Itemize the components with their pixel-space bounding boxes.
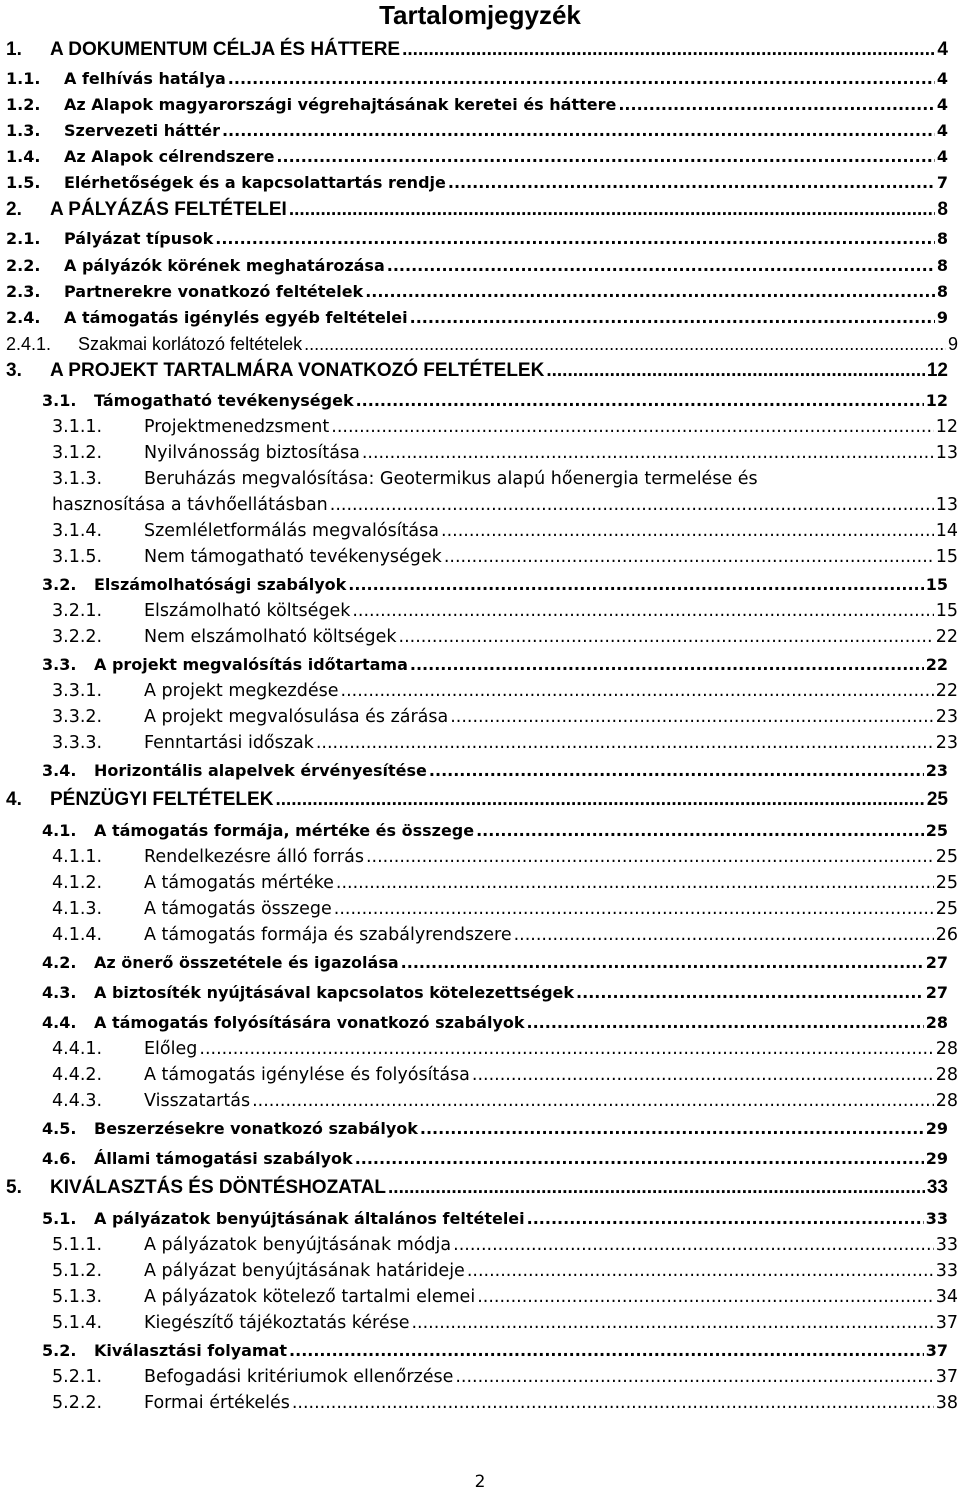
toc-entry[interactable] [52,414,958,440]
toc-entry-label: Az Alapok célrendszere [64,147,275,166]
toc-entry-label: Szakmai korlátozó feltételek [78,334,303,354]
toc-leader-dots [546,358,925,384]
toc-leader-dots [355,1146,924,1172]
toc-entry[interactable] [42,1146,948,1172]
toc-entry-page: 34 [935,1287,958,1307]
toc-entry-label: A biztosíték nyújtásával kapcsolatos kötelezettségek [94,983,575,1002]
toc-entry-number: 1.4. [6,147,41,166]
toc-entry[interactable] [52,1364,958,1390]
toc-entry-number: 4.5. [42,1119,77,1138]
toc-entry-number: 3.3.1. [52,681,103,701]
toc-entry-page: 22 [935,627,958,647]
toc-entry-label: A támogatás mértéke [144,873,334,893]
toc-entry-number: 1.3. [6,121,41,140]
toc-entry[interactable] [52,440,958,466]
toc-entry-label-continued: hasznosítása a távhőellátásban [52,495,328,515]
toc-entry-number: 3.1. [42,391,77,410]
toc-entry[interactable] [42,1206,948,1232]
toc-entry-page: 27 [925,983,948,1002]
toc-entry-number: 4. [6,789,22,810]
toc-entry[interactable] [6,92,948,118]
toc-leader-dots [410,652,924,678]
toc-entry-label: A támogatás folyósítására vonatkozó szabályok [94,1013,525,1032]
page-title: Tartalomjegyzék [379,0,581,30]
toc-entry[interactable] [52,1284,958,1310]
toc-entry-page: 15 [935,547,958,567]
toc-entry-number: 5.2.2. [52,1393,103,1413]
toc-entry-label: A felhívás hatálya [64,69,226,88]
toc-entry-page: 4 [936,69,948,88]
toc-leader-dots [429,758,924,784]
toc-entry[interactable] [52,598,958,624]
toc-entry-page: 4 [936,95,948,114]
toc-entry-label: Kiválasztási folyamat [94,1341,288,1360]
toc-entry-page: 25 [935,899,958,919]
toc-entry[interactable] [52,678,958,704]
toc-entry[interactable] [52,730,958,756]
toc-entry-label: Előleg [144,1039,198,1059]
toc-entry-label: Szervezeti háttér [64,121,220,140]
toc-entry[interactable] [6,197,948,223]
toc-entry-label: A PÁLYÁZÁS FELTÉTELEI [50,199,287,220]
toc-entry-label: A PROJEKT TARTALMÁRA VONATKOZÓ FELTÉTELEK [50,360,545,381]
toc-leader-dots [352,598,933,624]
toc-leader-dots [222,118,935,144]
toc-entry-page: 12 [935,417,958,437]
toc-entry-page: 28 [925,1013,948,1032]
toc-entry-number: 4.1.4. [52,925,103,945]
toc-entry-page: 27 [925,953,948,972]
toc-entry-page: 33 [935,1235,958,1255]
toc-entry-number: 5. [6,1177,22,1198]
toc-leader-dots [331,414,933,440]
toc-leader-dots [292,1390,934,1416]
toc-leader-dots [410,305,935,331]
toc-leader-dots [348,572,923,598]
toc-leader-dots [388,1175,925,1201]
toc-entry-number: 4.6. [42,1149,77,1168]
toc-leader-dots [252,1088,934,1114]
toc-entry-page: 25 [925,821,948,840]
toc-entry[interactable] [6,279,948,305]
toc-entry[interactable] [42,758,948,784]
toc-entry[interactable] [6,358,948,384]
toc-entry-page: 25 [926,789,948,810]
toc-entry[interactable] [42,980,948,1006]
toc-entry-label: A pályázatok benyújtásának általános feltételei [94,1209,525,1228]
toc-entry-number: 2.4. [6,308,41,327]
toc-entry[interactable] [52,704,958,730]
toc-entry-page: 23 [925,761,948,780]
toc-entry[interactable] [6,787,948,813]
toc-entry[interactable] [42,388,948,414]
toc-entry-page: 15 [925,575,948,594]
toc-entry-number: 3.4. [42,761,77,780]
toc-entry-number: 2. [6,199,22,220]
toc-entry[interactable] [42,818,948,844]
toc-entry[interactable] [52,922,958,948]
toc-leader-dots [365,279,935,305]
toc-entry-page: 9 [947,334,958,354]
toc-entry[interactable] [6,305,948,331]
toc-entry-page: 28 [935,1039,958,1059]
toc-leader-dots [453,1232,934,1258]
toc-entry[interactable] [52,1036,958,1062]
toc-entry-label: Horizontális alapelvek érvényesítése [94,761,427,780]
toc-entry[interactable] [52,1390,958,1416]
toc-entry-number: 5.1.3. [52,1287,103,1307]
toc-leader-dots [444,544,934,570]
toc-leader-dots [401,950,924,976]
toc-entry-page: 33 [925,1209,948,1228]
toc-leader-dots [275,787,924,813]
toc-entry-page: 13 [935,495,958,515]
toc-leader-dots [477,1284,934,1310]
toc-entry-page: 25 [935,847,958,867]
toc-entry-page: 23 [935,733,958,753]
toc-entry-number: 4.4.1. [52,1039,103,1059]
toc-entry-number: 3. [6,360,22,381]
toc-entry-page: 12 [926,360,948,381]
toc-entry-number: 1. [6,39,22,60]
toc-entry-page: 8 [936,229,948,248]
toc-entry-page: 22 [935,681,958,701]
toc-entry[interactable] [52,624,958,650]
toc-entry-number: 3.2. [42,575,77,594]
toc-leader-dots [330,492,934,518]
toc-leader-dots [304,331,946,357]
toc-leader-dots [420,1116,924,1142]
toc-entry-page: 12 [925,391,948,410]
toc-leader-dots [476,818,924,844]
toc-leader-dots [576,980,924,1006]
toc-leader-dots [276,144,934,170]
toc-leader-dots [366,844,934,870]
toc-entry-page: 8 [937,199,948,220]
toc-entry-label: A pályázatok benyújtásának módja [144,1235,452,1255]
toc-entry-number: 3.3. [42,655,77,674]
toc-leader-dots [228,66,935,92]
toc-entry-label: KIVÁLASZTÁS ÉS DÖNTÉSHOZATAL [50,1177,387,1198]
toc-leader-dots [199,1036,933,1062]
toc-entry-number: 3.1.3. [52,469,103,489]
toc-entry-label: A támogatás igénylése és folyósítása [144,1065,470,1085]
toc-entry-number: 3.1.5. [52,547,103,567]
toc-entry-number: 3.1.4. [52,521,103,541]
toc-entry-label: A projekt megvalósítás időtartama [94,655,408,674]
toc-entry-label: Beruházás megvalósítása: Geotermikus alapú hőenergia termelése és [144,469,758,489]
toc-entry[interactable] [42,1116,948,1142]
toc-entry-number: 3.2.2. [52,627,103,647]
page-number: 2 [474,1472,486,1492]
toc-leader-dots [289,1338,924,1364]
toc-entry-label: PÉNZÜGYI FELTÉTELEK [50,789,274,810]
toc-leader-dots [387,253,935,279]
toc-leader-dots [448,170,935,196]
toc-entry-page: 29 [925,1119,948,1138]
toc-entry-label: A pályázat benyújtásának határideje [144,1261,465,1281]
toc-entry-label: Nem elszámolható költségek [144,627,397,647]
toc-entry-label: Elszámolhatósági szabályok [94,575,347,594]
toc-entry-label: Nyilvánosság biztosítása [144,443,360,463]
toc-entry-number: 4.1. [42,821,77,840]
toc-entry-number: 4.2. [42,953,77,972]
toc-entry-continuation[interactable] [52,492,958,518]
toc-entry-number: 5.2. [42,1341,77,1360]
toc-entry-label: Elszámolható költségek [144,601,351,621]
toc-entry-label: Támogatható tevékenységek [94,391,354,410]
toc-entry-label: Kiegészítő tájékoztatás kérése [144,1313,410,1333]
toc-entry[interactable] [52,518,958,544]
toc-entry[interactable] [52,896,958,922]
toc-entry[interactable] [42,652,948,678]
toc-entry-label: Partnerekre vonatkozó feltételek [64,282,364,301]
toc-entry-label: Rendelkezésre álló forrás [144,847,364,867]
toc-leader-dots [472,1062,934,1088]
toc-entry-page: 37 [935,1313,958,1333]
toc-entry-label: Fenntartási időszak [144,733,314,753]
toc-entry[interactable] [6,253,948,279]
toc-entry-number: 4.4. [42,1013,77,1032]
toc-leader-dots [455,1364,933,1390]
toc-entry-page: 28 [935,1091,958,1111]
toc-leader-dots [402,37,935,63]
toc-leader-dots [334,896,934,922]
toc-entry-label: Befogadási kritériumok ellenőrzése [144,1367,454,1387]
toc-leader-dots [411,1310,933,1336]
toc-leader-dots [618,92,935,118]
toc-entry-number: 4.3. [42,983,77,1002]
toc-leader-dots [450,704,933,730]
toc-entry-number: 3.2.1. [52,601,103,621]
toc-entry-page: 7 [936,173,948,192]
toc-entry-number: 4.4.2. [52,1065,103,1085]
toc-entry[interactable] [42,1338,948,1364]
toc-entry-page: 4 [936,121,948,140]
toc-entry[interactable] [52,1232,958,1258]
toc-entry-number: 1.2. [6,95,41,114]
toc-entry-label: A támogatás formája, mértéke és összege [94,821,475,840]
toc-leader-dots [527,1010,924,1036]
toc-leader-dots [316,730,934,756]
toc-entry-number: 5.1. [42,1209,77,1228]
toc-entry-label: Elérhetőségek és a kapcsolattartás rendje [64,173,446,192]
toc-entry-label: A projekt megvalósulása és zárása [144,707,449,727]
toc-leader-dots [356,388,924,414]
toc-entry-number: 3.1.2. [52,443,103,463]
toc-entry-number: 5.1.1. [52,1235,103,1255]
toc-entry-label: A támogatás igénylés egyéb feltételei [64,308,408,327]
toc-entry[interactable] [6,1175,948,1201]
toc-entry-number: 2.4.1. [6,334,52,354]
toc-entry-label: Formai értékelés [144,1393,290,1413]
toc-entry-page: 38 [935,1393,958,1413]
toc-entry-page: 26 [935,925,958,945]
toc-entry-label: A DOKUMENTUM CÉLJA ÉS HÁTTERE [50,39,401,60]
toc-entry-page: 37 [935,1367,958,1387]
toc-entry-number: 5.2.1. [52,1367,103,1387]
toc-entry-page: 29 [925,1149,948,1168]
toc-entry-label: Az Alapok magyarországi végrehajtásának keretei és háttere [64,95,617,114]
toc-entry-label: Projektmenedzsment [144,417,330,437]
toc-entry-number: 4.4.3. [52,1091,103,1111]
toc-entry[interactable] [52,1062,958,1088]
toc-entry-page: 9 [936,308,948,327]
toc-entry-number: 3.3.2. [52,707,103,727]
toc-entry-label: Nem támogatható tevékenységek [144,547,442,567]
toc-entry-page: 23 [935,707,958,727]
toc-entry-label: A pályázatok kötelező tartalmi elemei [144,1287,476,1307]
toc-entry-number: 3.3.3. [52,733,103,753]
toc-entry-page: 28 [935,1065,958,1085]
toc-entry-label: Állami támogatási szabályok [94,1149,353,1168]
toc-entry-page: 25 [935,873,958,893]
toc-entry-number: 5.1.2. [52,1261,103,1281]
toc-entry-number: 4.1.1. [52,847,103,867]
toc-entry[interactable] [52,1088,958,1114]
toc-entry-page: 33 [926,1177,948,1198]
toc-entry[interactable] [52,870,958,896]
toc-entry-page: 4 [936,147,948,166]
toc-entry[interactable] [52,466,958,492]
toc-entry[interactable] [42,950,948,976]
toc-entry[interactable] [6,331,958,357]
toc-leader-dots [514,922,934,948]
toc-leader-dots [399,624,934,650]
toc-entry[interactable] [6,118,948,144]
toc-entry-number: 3.1.1. [52,417,103,437]
toc-entry-label: Visszatartás [144,1091,251,1111]
toc-entry-label: Szemléletformálás megvalósítása [144,521,439,541]
toc-entry-number: 4.1.2. [52,873,103,893]
toc-entry-label: A támogatás összege [144,899,332,919]
toc-leader-dots [289,197,936,223]
toc-entry-label: A támogatás formája és szabályrendszere [144,925,512,945]
toc-leader-dots [527,1206,924,1232]
toc-entry-number: 2.1. [6,229,41,248]
toc-entry-number: 2.3. [6,282,41,301]
toc-entry[interactable] [6,37,948,63]
toc-leader-dots [467,1258,934,1284]
toc-entry-label: A projekt megkezdése [144,681,339,701]
toc-entry-number: 5.1.4. [52,1313,103,1333]
toc-leader-dots [362,440,934,466]
toc-entry-page: 15 [935,601,958,621]
toc-entry-page: 22 [925,655,948,674]
toc-entry[interactable] [52,844,958,870]
toc-leader-dots [336,870,934,896]
toc-entry-label: A pályázók körének meghatározása [64,256,385,275]
toc-entry-label: Az önerő összetétele és igazolása [94,953,399,972]
toc-entry-page: 8 [936,256,948,275]
toc-entry-page: 37 [925,1341,948,1360]
toc-entry[interactable] [6,66,948,92]
toc-leader-dots [441,518,934,544]
toc-leader-dots [215,226,935,252]
toc-entry[interactable] [6,170,948,196]
toc-entry[interactable] [52,544,958,570]
toc-entry[interactable] [52,1258,958,1284]
toc-entry-number: 2.2. [6,256,41,275]
toc-entry-page: 14 [935,521,958,541]
toc-entry-page: 13 [935,443,958,463]
toc-entry[interactable] [6,144,948,170]
toc-entry-page: 33 [935,1261,958,1281]
toc-entry-page: 8 [936,282,948,301]
toc-entry-label: Beszerzésekre vonatkozó szabályok [94,1119,418,1138]
toc-entry-number: 4.1.3. [52,899,103,919]
toc-entry-number: 1.1. [6,69,41,88]
toc-entry[interactable] [42,1010,948,1036]
toc-leader-dots [341,678,934,704]
toc-entry[interactable] [52,1310,958,1336]
toc-entry[interactable] [6,226,948,252]
toc-entry-page: 4 [937,39,948,60]
toc-entry-number: 1.5. [6,173,41,192]
toc-entry[interactable] [42,572,948,598]
toc-entry-label: Pályázat típusok [64,229,214,248]
